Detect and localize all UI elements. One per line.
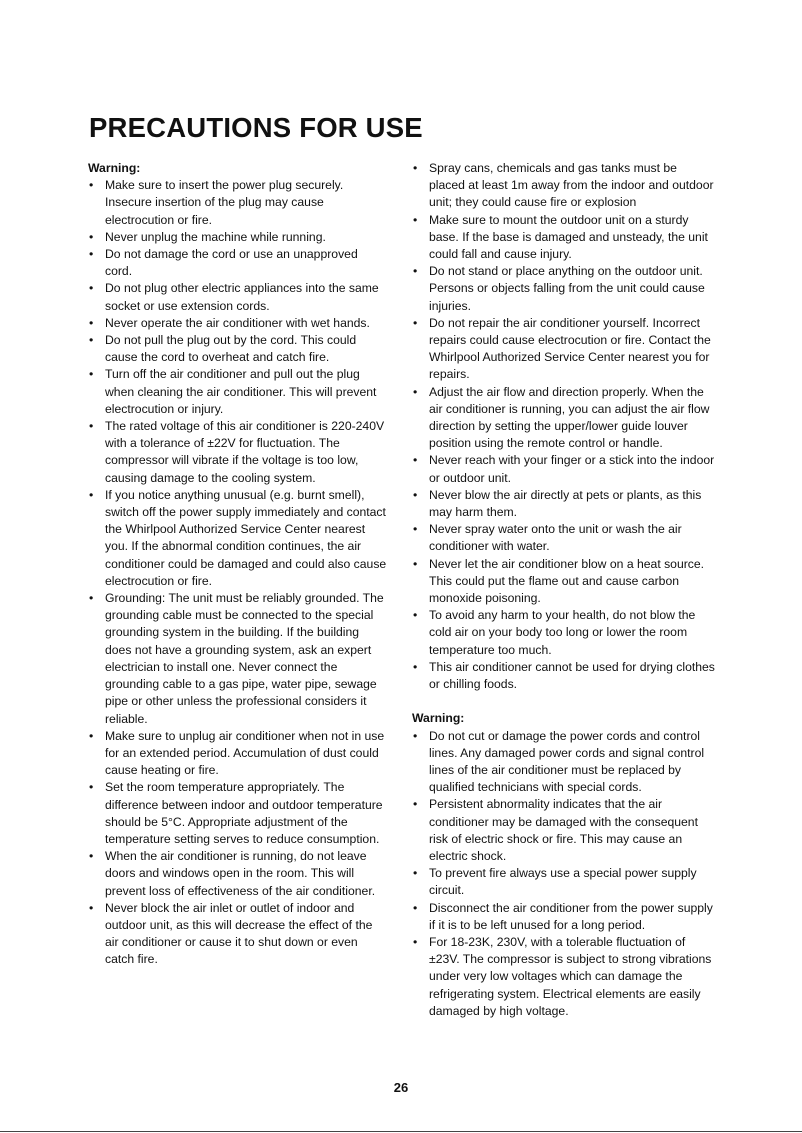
list-item: • Make sure to mount the outdoor unit on a sturdy base. If the base is damaged and unsteady, the unit could fall and cause injury. [412, 212, 716, 264]
page-edge-line [0, 1131, 802, 1132]
list-item: • Never operate the air conditioner with wet hands. [88, 315, 388, 332]
right-column [412, 160, 716, 1020]
list-item: • Never let the air conditioner blow on a heat source. This could put the flame out and cause carbon monoxide poisoning. [412, 556, 716, 608]
list-item: • Do not pull the plug out by the cord. This could cause the cord to overheat and catch fire. [88, 332, 388, 366]
warning-list [412, 728, 716, 1020]
warning-heading: Warning: [88, 161, 141, 175]
list-item: • If you notice anything unusual (e.g. burnt smell), switch off the power supply immediately and contact the Whirlpool Authorized Service Center nearest you. If the abnormal condition continues, the air conditioner could be damaged and could also cause electrocution or fire. [88, 487, 388, 590]
section-spacer [412, 693, 716, 710]
list-item: • Do not plug other electric appliances into the same socket or use extension cords. [88, 280, 388, 314]
warning-list [88, 177, 388, 968]
list-item: • Grounding: The unit must be reliably grounded. The grounding cable must be connected to the special grounding system in the building. If the building does not have a grounding system, ask an expert electrician to install one. Never connect the grounding cable to a gas pipe, water pipe, sewage pipe or other unless the professional considers it reliable. [88, 590, 388, 728]
list-item: • Do not cut or damage the power cords and control lines. Any damaged power cords and signal control lines of the air conditioner must be replaced by qualified technicians with special cords. [412, 728, 716, 797]
page-title: PRECAUTIONS FOR USE [89, 112, 423, 143]
precaution-list [412, 160, 716, 693]
list-item: • Turn off the air conditioner and pull out the plug when cleaning the air conditioner. This will prevent electrocution or injury. [88, 366, 388, 418]
list-item: • Persistent abnormality indicates that the air conditioner may be damaged with the consequent risk of electric shock or fire. This may cause an electric shock. [412, 796, 716, 865]
list-item: • To prevent fire always use a special power supply circuit. [412, 865, 716, 899]
list-item: • Adjust the air flow and direction properly. When the air conditioner is running, you can adjust the air flow direction by setting the upper/lower guide louver position using the remote control or handle. [412, 384, 716, 453]
left-column [88, 160, 388, 969]
list-item: • Never spray water onto the unit or wash the air conditioner with water. [412, 521, 716, 555]
list-item: • The rated voltage of this air conditioner is 220-240V with a tolerance of ±22V for fluctuation. The compressor will vibrate if the voltage is too low, causing damage to the cooling system. [88, 418, 388, 487]
list-item: • Do not stand or place anything on the outdoor unit. Persons or objects falling from the unit could cause injuries. [412, 263, 716, 315]
list-item: • Make sure to unplug air conditioner when not in use for an extended period. Accumulation of dust could cause heating or fire. [88, 728, 388, 780]
warning-heading: Warning: [412, 711, 465, 726]
list-item: • Spray cans, chemicals and gas tanks must be placed at least 1m away from the indoor and outdoor unit; they could cause fire or explosion [412, 160, 716, 212]
list-item: • Never reach with your finger or a stick into the indoor or outdoor unit. [412, 452, 716, 486]
list-item: • This air conditioner cannot be used for drying clothes or chilling foods. [412, 659, 716, 693]
list-item: • Set the room temperature appropriately. The difference between indoor and outdoor temperature should be 5°C. Appropriate adjustment of the temperature setting serves to reduce consumption. [88, 779, 388, 848]
list-item: • Do not damage the cord or use an unapproved cord. [88, 246, 388, 280]
list-item: • Never block the air inlet or outlet of indoor and outdoor unit, as this will decrease the effect of the air conditioner or cause it to shut down or even catch fire. [88, 900, 388, 969]
list-item: • When the air conditioner is running, do not leave doors and windows open in the room. This will prevent loss of effectiveness of the air conditioner. [88, 848, 388, 900]
list-item: • Never blow the air directly at pets or plants, as this may harm them. [412, 487, 716, 521]
list-item: • To avoid any harm to your health, do not blow the cold air on your body too long or lower the room temperature too much. [412, 607, 716, 659]
list-item: • Never unplug the machine while running. [88, 229, 388, 246]
list-item: • Make sure to insert the power plug securely. Insecure insertion of the plug may cause electrocution or fire. [88, 177, 388, 229]
page-number: 26 [393, 1080, 409, 1095]
list-item: • Do not repair the air conditioner yourself. Incorrect repairs could cause electrocution or fire. Contact the Whirlpool Authorized Service Center nearest you for repairs. [412, 315, 716, 384]
list-item: • For 18-23K, 230V, with a tolerable fluctuation of ±23V. The compressor is subject to strong vibrations under very low voltages which can damage the refrigerating system. Electrical elements are easily damaged by high voltage. [412, 934, 716, 1020]
list-item: • Disconnect the air conditioner from the power supply if it is to be left unused for a long period. [412, 900, 716, 934]
